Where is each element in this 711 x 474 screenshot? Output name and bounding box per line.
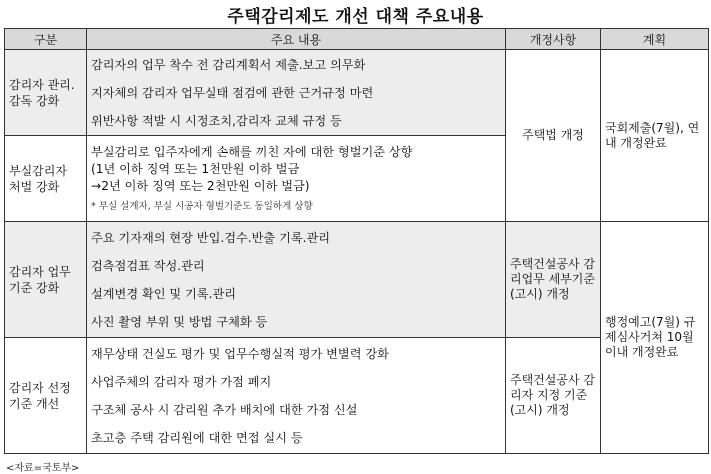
measures-table	[4, 28, 709, 454]
header-row	[5, 29, 709, 50]
content-line: 부실감리로 입주자에게 손해를 끼친 자에 대한 형벌기준 상향	[91, 144, 413, 159]
content-line: 주요 기자재의 현장 반입.검수.반출 기록.관리	[91, 230, 331, 245]
content-line: 검측점검표 작성.관리	[91, 258, 205, 273]
header-content: 주요 내용	[87, 29, 506, 50]
plan-cell-1: 국회제출(7월), 연내 개정완료	[601, 50, 709, 222]
content-line: 사진 촬영 부위 및 방법 구체화 등	[91, 314, 268, 329]
content-note: * 부실 설계자, 부실 시공자 형벌기준도 동일하게 상향	[91, 200, 313, 212]
content-line: 초고층 주택 감리원에 대한 면접 실시 등	[91, 430, 303, 445]
table-title: 주택감리제도 개선 대책 주요내용	[227, 7, 484, 27]
content-line: →2년 이하 징역 또는 2천만원 이하 벌금)	[91, 178, 310, 193]
plan-cell-2: 행정예고(7월) 규제심사거쳐 10월이내 개정완료	[601, 222, 709, 454]
row-category: 감리자 관리.감독 강화	[5, 50, 87, 136]
content-line: 지자체의 감리자 업무실태 점검에 관한 근거규정 마련	[91, 85, 374, 100]
row-content	[87, 136, 506, 222]
revision-cell-2: 주택건설공사 감리업무 세부기준(고시) 개정	[506, 222, 601, 338]
revision-cell-1: 주택법 개정	[506, 50, 601, 222]
content-line: 사업주체의 감리자 평가 가점 폐지	[91, 374, 272, 389]
content-line: 구조체 공사 시 감리원 추가 배치에 대한 가점 신설	[91, 402, 358, 417]
table-row	[5, 222, 709, 338]
header-plan: 계획	[601, 29, 709, 50]
row-category: 감리자 선정 기준 개선	[5, 338, 87, 454]
row-content	[87, 50, 506, 136]
header-revision: 개정사항	[506, 29, 601, 50]
row-category: 감리자 업무 기준 강화	[5, 222, 87, 338]
header-category: 구분	[5, 29, 87, 50]
content-line: 설계변경 확인 및 기록.관리	[91, 286, 237, 301]
content-line: 감리자의 업무 착수 전 감리계획서 제출.보고 의무화	[91, 57, 366, 72]
content-line: 재무상태 건실도 평가 및 업무수행실적 평가 변별력 강화	[91, 346, 389, 361]
content-line: 위반사항 적발 시 시정조치,감리자 교체 규정 등	[91, 113, 342, 128]
table-row	[5, 50, 709, 136]
content-line: (1년 이하 징역 또는 1천만원 이하 벌금	[91, 161, 300, 176]
revision-cell-3: 주택건설공사 감리자 지정 기준(고시) 개정	[506, 338, 601, 454]
row-category: 부실감리자 처벌 강화	[5, 136, 87, 222]
row-content	[87, 338, 506, 454]
row-content	[87, 222, 506, 338]
source-note: <자료=국토부>	[6, 463, 80, 474]
